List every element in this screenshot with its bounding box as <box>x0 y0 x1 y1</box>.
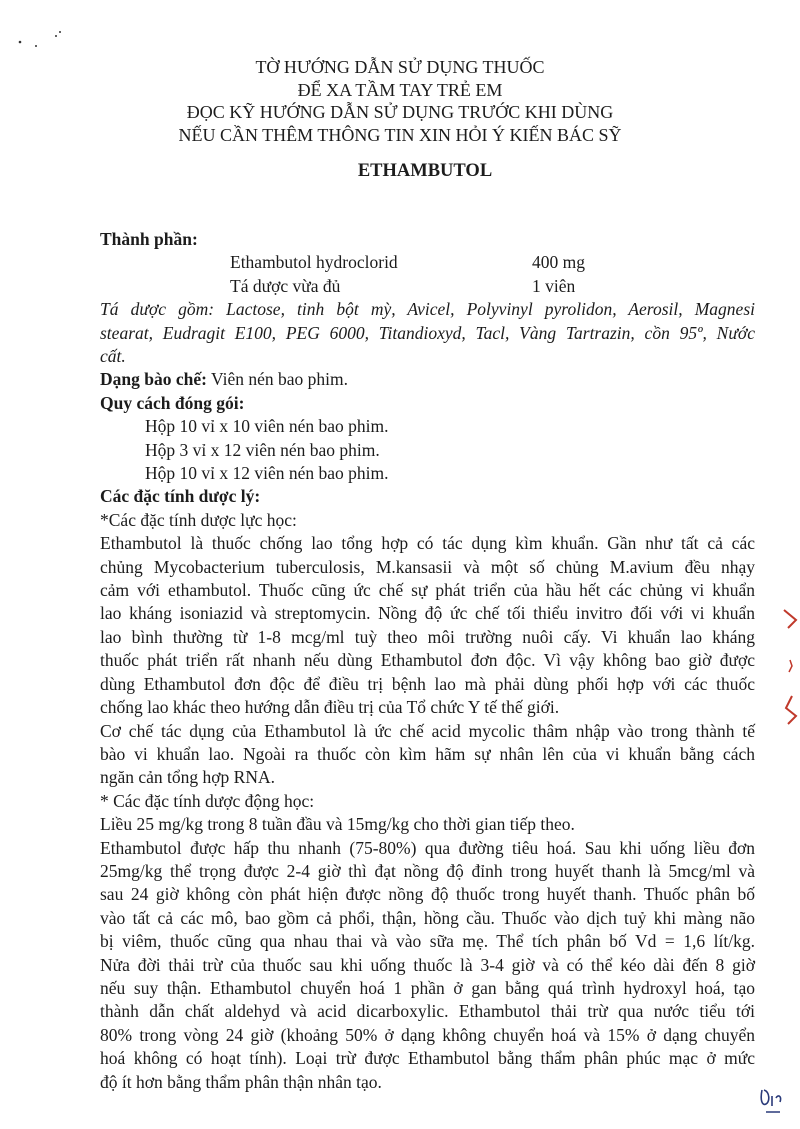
scan-dots-mark <box>14 28 64 52</box>
composition-heading: Thành phần: <box>100 229 198 249</box>
excipients-text: Tá dược gồm: Lactose, tinh bột mỳ, Avicel, Polyvinyl pyrolidon, Aerosil, Magnesi stearat, Eudragit E100, PEG 6000, Titandioxyd, Tacl, Vàng Tartrazin, cồn 95º, Nước cất. <box>100 299 755 366</box>
ingredient-name: Tá dược vừa đủ <box>230 275 341 296</box>
packaging-item: Hộp 3 vỉ x 12 viên nén bao phim. <box>145 439 380 460</box>
document-header <box>0 56 800 146</box>
packaging-heading: Quy cách đóng gói: <box>100 392 245 413</box>
header-line: NẾU CẦN THÊM THÔNG TIN XIN HỎI Ý KIẾN BÁC SỸ <box>178 124 622 145</box>
pharmacodynamics-heading: *Các đặc tính dược lực học: <box>100 509 297 530</box>
ingredient-row <box>100 251 755 274</box>
ingredient-amount: 1 viên <box>532 275 576 296</box>
pharmacodynamics-paragraph-2: Cơ chế tác dụng của Ethambutol là ức chế acid mycolic thâm nhập vào trong thành tế bào vi khuẩn lao. Ngoài ra thuốc còn kìm hãm sự nhân lên của vi khuẩn bằng cách ngăn cản tổng hợp RNA. <box>100 720 755 788</box>
header-line: TỜ HƯỚNG DẪN SỬ DỤNG THUỐC <box>255 57 545 77</box>
pharmacokinetics-dose: Liều 25 mg/kg trong 8 tuần đầu và 15mg/kg cho thời gian tiếp theo. <box>100 814 575 835</box>
header-line: ĐỌC KỸ HƯỚNG DẪN SỬ DỤNG TRƯỚC KHI DÙNG <box>186 102 614 122</box>
pharmacokinetics-heading: * Các đặc tính dược động học: <box>100 790 315 811</box>
ingredient-name: Ethambutol hydroclorid <box>230 252 398 273</box>
ingredient-amount: 400 mg <box>532 252 585 273</box>
pharmacokinetics-paragraph: Ethambutol được hấp thu nhanh (75-80%) qua đường tiêu hoá. Sau khi uống liều đơn 25mg/kg thể trọng được 2-4 giờ thì đạt nồng độ đỉnh trong huyết thanh là 5mcg/ml và sau 24 giờ không còn phát hiện được nồng độ thuốc trong huyết thanh. Thuốc phân bố vào tất cả các mô, bao gồm cả phổi, thận, hồng cầu. Thuốc vào dịch tuỷ khi màng não bị viêm, thuốc cũng qua nhau thai và vào sữa mẹ. Thể tích phân bố Vd = 1,6 lít/kg. Nửa đời thải trừ của thuốc sau khi uống thuốc là 3-4 giờ và có thể kéo dài đến 8 giờ nếu suy thận. Ethambutol chuyển hoá 1 phần ở gan bằng quá trình hydroxyl hoá, tạo thành dẫn chất aldehyd và acid dicarboxylic. Ethambutol thải trừ qua nước tiểu tới 80% trong vòng 24 giờ (khoảng 50% ở dạng không chuyển hoá và 15% ở dạng chuyển hoá không có hoạt tính). Loại trừ được Ethambutol bằng thẩm phân phúc mạc ở mức độ ít hơn bằng thẩm phân thận nhân tạo. <box>100 837 755 1092</box>
dosage-form-value: Viên nén bao phim. <box>206 369 348 390</box>
pharmacodynamics-paragraph-1: Ethambutol là thuốc chống lao tổng hợp có tác dụng kìm khuẩn. Gần như tất cả các chủng Mycobacterium tuberculosis, M.kansasii và một số chủng M.avium đều nhạy cảm với ethambutol. Thuốc cũng ức chế sự phát triển của hầu hết các chủng vi khuẩn lao kháng isoniazid và streptomycin. Nồng độ ức chế tối thiểu invitro đối với vi khuẩn lao bình thường từ 1-8 mcg/ml tuỳ theo môi trường nuôi cấy. Vi khuẩn lao kháng thuốc phát triển rất nhanh nếu dùng Ethambutol đơn độc. Vì vậy không bao giờ được dùng Ethambutol đơn độc để điều trị bệnh lao mà phải dùng phối hợp với các thuốc chống lao khác theo hướng dẫn điều trị của Tổ chức Y tế thế giới. <box>100 533 755 718</box>
header-line: ĐỂ XA TẦM TAY TRẺ EM <box>297 79 503 100</box>
document-body <box>100 206 755 1094</box>
drug-title: ETHAMBUTOL <box>357 161 493 181</box>
ingredient-row <box>100 275 755 298</box>
initials-mark <box>756 1082 790 1118</box>
packaging-item: Hộp 10 vỉ x 10 viên nén bao phim. <box>145 416 389 437</box>
properties-heading: Các đặc tính dược lý: <box>100 486 261 507</box>
dosage-form-label: Dạng bào chế: <box>100 369 207 390</box>
packaging-item: Hộp 10 vỉ x 12 viên nén bao phim. <box>145 463 389 484</box>
red-margin-mark <box>780 600 800 740</box>
dosage-form <box>100 368 755 391</box>
